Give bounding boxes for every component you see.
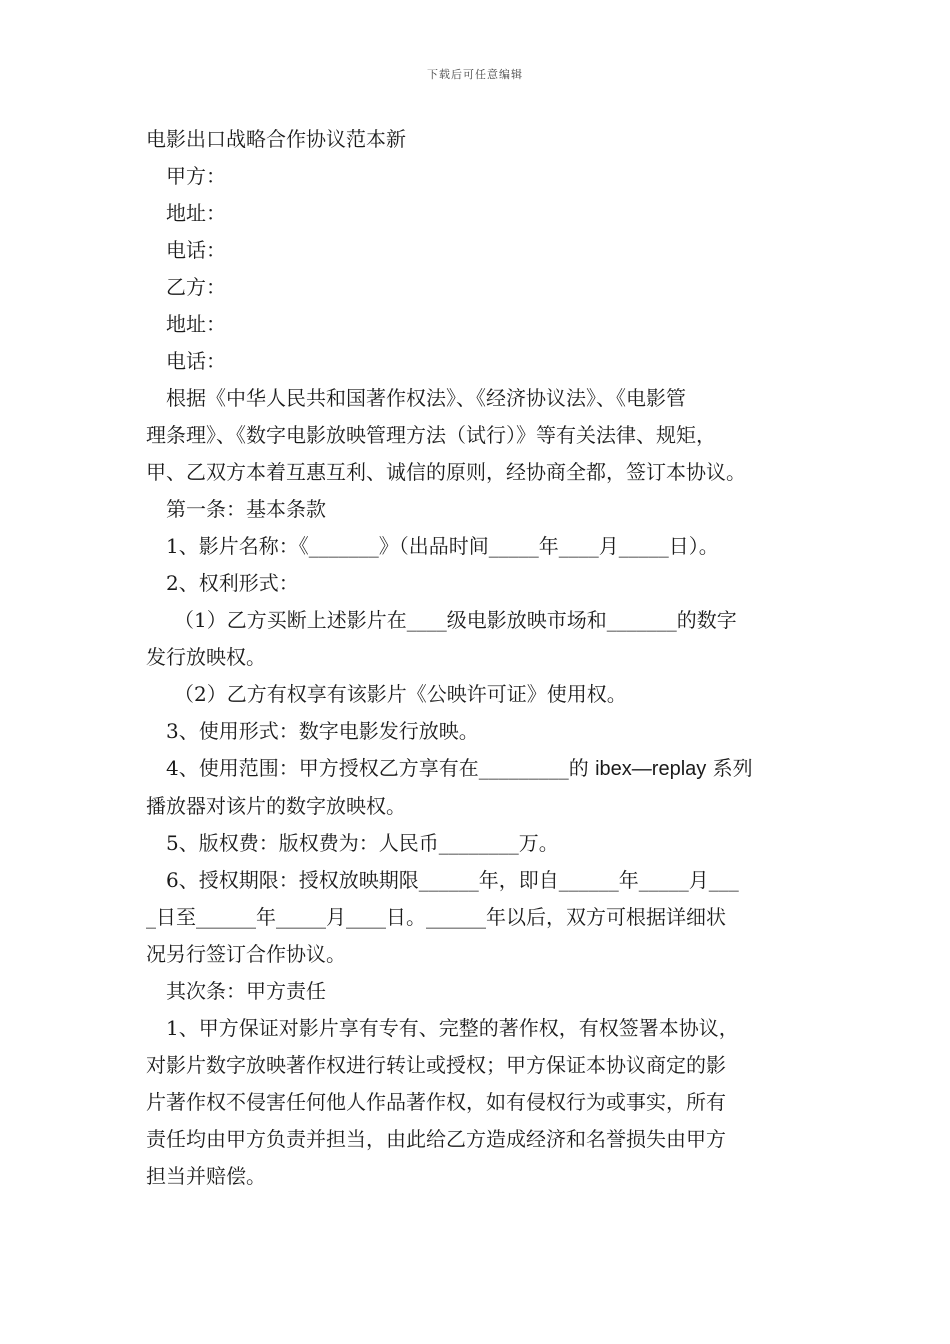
- preamble-line: 甲、乙双方本着互惠互利、诚信的原则，经协商全都，签订本协议。: [146, 460, 746, 484]
- clause-film-name: 1、影片名称：《_______》（出品时间_____年____月_____日）。: [166, 534, 719, 558]
- article-2-heading: 其次条：甲方责任: [166, 979, 326, 1003]
- clause-royalty: 5、版权费：版权费为：人民币________万。: [166, 831, 559, 855]
- party-a-label: 甲方：: [166, 164, 226, 188]
- clause-usage-form: 3、使用形式：数字电影发行放映。: [166, 719, 479, 743]
- preamble-paragraph: [146, 380, 810, 491]
- clause-rights-form-sub-2: （2）乙方有权享有该影片《公映许可证》使用权。: [174, 682, 627, 706]
- party-a-phone-label: 电话：: [166, 238, 226, 262]
- clause-line: （1）乙方买断上述影片在____级电影放映市场和_______的数字: [174, 608, 737, 632]
- player-model-text: ibex—replay: [595, 758, 707, 780]
- party-b-phone-label: 电话：: [166, 349, 226, 373]
- party-b-address-label: 地址：: [166, 312, 226, 336]
- clause-line: _日至______年_____月____日。______年以后，双方可根据详细状: [146, 905, 726, 929]
- article-2-clause-1: [146, 1010, 810, 1195]
- clause-line: 对影片数字放映著作权进行转让或授权；甲方保证本协议商定的影: [146, 1053, 726, 1077]
- page-header-note: 下载后可任意编辑: [427, 68, 523, 81]
- clause-rights-form: 2、权利形式：: [166, 571, 299, 595]
- clause-line: 播放器对该片的数字放映权。: [146, 794, 406, 818]
- party-b-label: 乙方：: [166, 275, 226, 299]
- clause-text: 4、使用范围：甲方授权乙方享有在_________的: [166, 756, 596, 780]
- clause-line: 况另行签订合作协议。: [146, 942, 346, 966]
- preamble-line: 理条理》、《数字电影放映管理方法（试行）》等有关法律、规矩，: [146, 423, 716, 447]
- clause-line: 发行放映权。: [146, 645, 266, 669]
- clause-rights-form-sub-1: [146, 602, 810, 676]
- clause-line: 6、授权期限：授权放映期限______年，即自______年_____月___: [166, 868, 739, 892]
- preamble-line: 根据《中华人民共和国著作权法》、《经济协议法》、《电影管: [166, 386, 686, 410]
- clause-line: [146, 750, 810, 788]
- clause-term: [146, 862, 810, 973]
- clause-line: 担当并赔偿。: [146, 1164, 266, 1188]
- clause-line: 责任均由甲方负责并担当，由此给乙方造成经济和名誉损失由甲方: [146, 1127, 726, 1151]
- document-body: [146, 121, 810, 1195]
- clause-line: 片著作权不侵害任何他人作品著作权，如有侵权行为或事实，所有: [146, 1090, 726, 1114]
- clause-text: 系列: [706, 756, 753, 780]
- clause-line: 1、甲方保证对影片享有专有、完整的著作权，有权签署本协议，: [166, 1016, 739, 1040]
- document-title: 电影出口战略合作协议范本新: [146, 127, 406, 151]
- clause-usage-scope: [146, 750, 810, 825]
- party-a-address-label: 地址：: [166, 201, 226, 225]
- article-1-heading: 第一条：基本条款: [166, 497, 326, 521]
